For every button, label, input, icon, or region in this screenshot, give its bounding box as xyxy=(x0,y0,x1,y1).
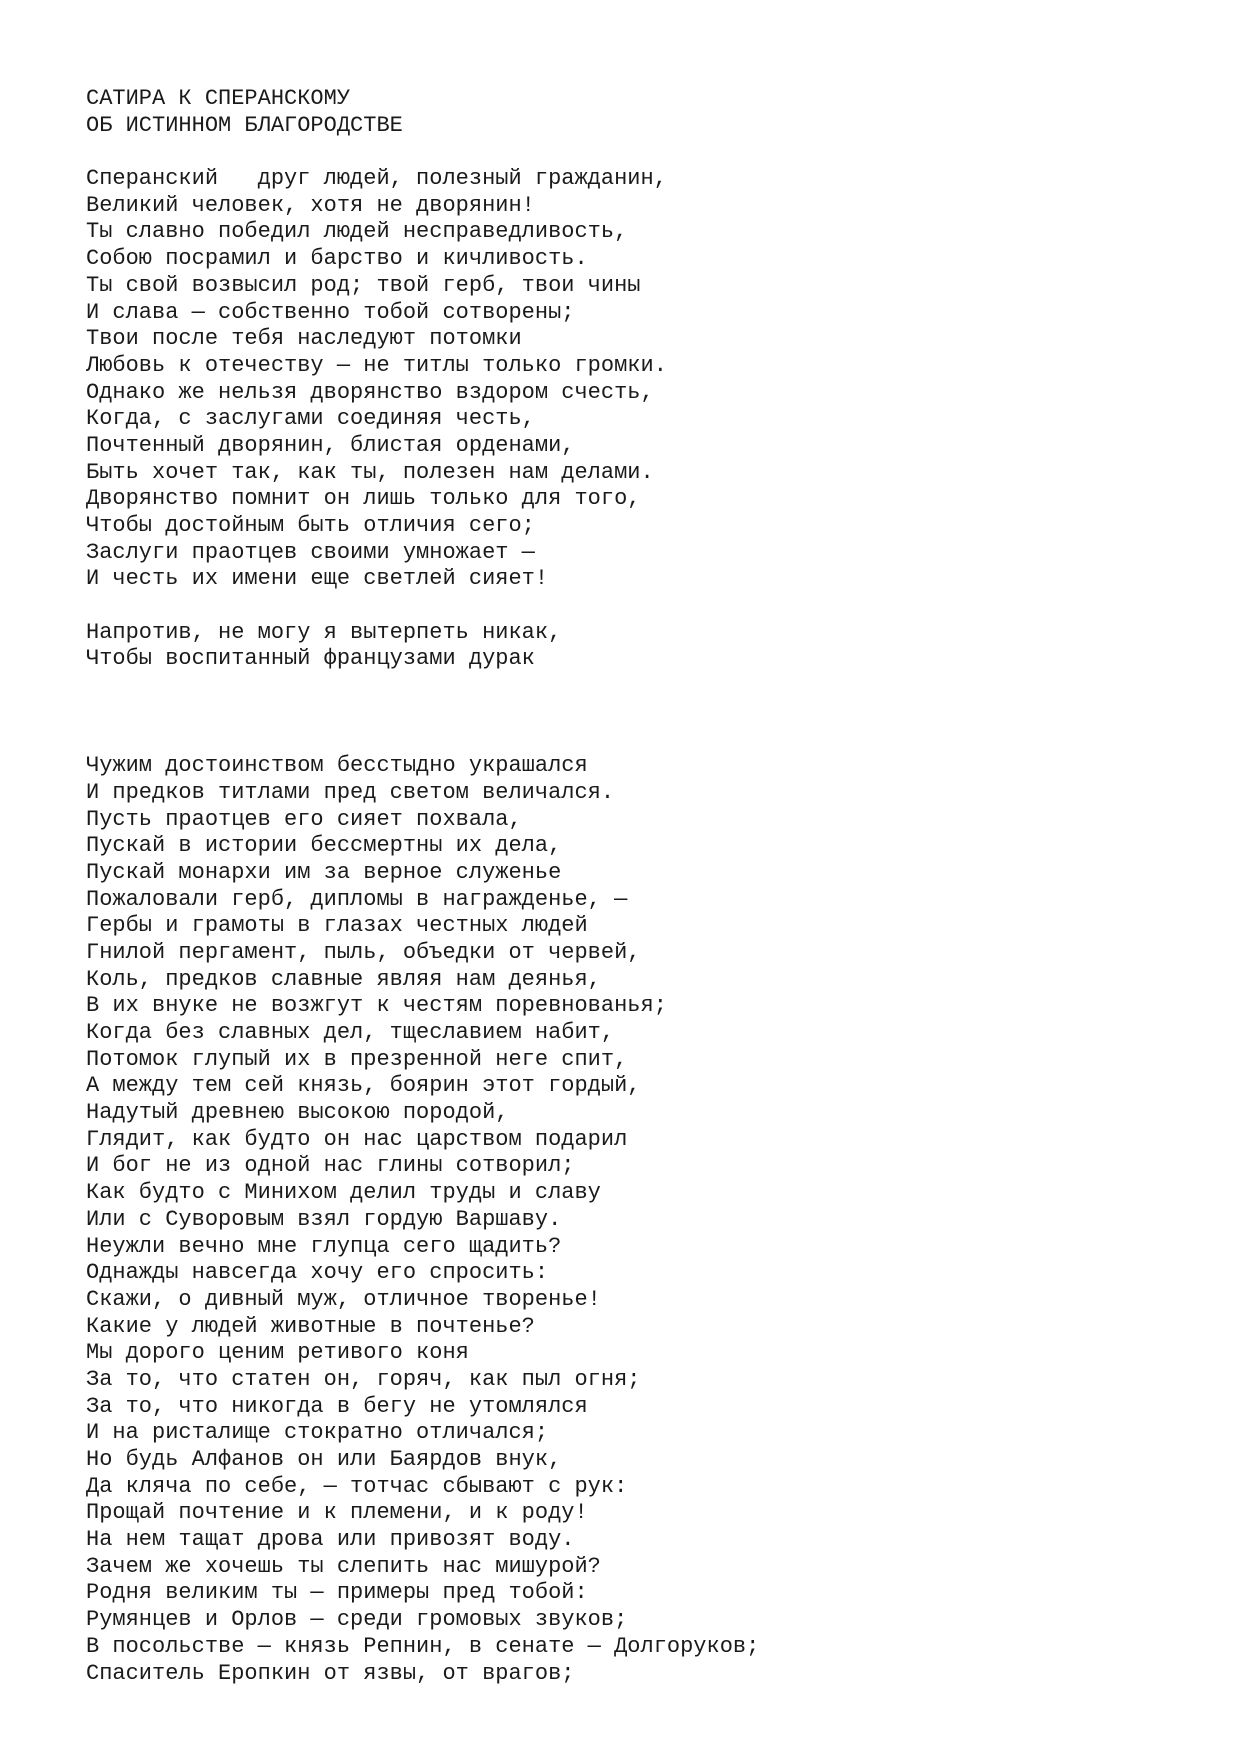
poem-line: Румянцев и Орлов — среди громовых звуков; xyxy=(86,1607,628,1633)
poem-line: Зачем же хочешь ты слепить нас мишурой? xyxy=(86,1553,601,1579)
poem-line: Неужли вечно мне глупца сего щадить? xyxy=(86,1233,562,1259)
poem-line: Собою посрамил и барство и кичливость. xyxy=(86,246,588,272)
stanza-gap xyxy=(86,139,1206,166)
poem-line: А между тем сей князь, боярин этот гордый, xyxy=(86,1073,641,1099)
poem-line: За то, что статен он, горяч, как пыл огня; xyxy=(86,1366,641,1392)
poem-line: Сперанский друг людей, полезный гражданин, xyxy=(86,166,667,192)
poem-line: Гербы и грамоты в глазах честных людей xyxy=(86,913,588,939)
title-line: САТИРА К СПЕРАНСКОМУ xyxy=(86,86,351,111)
poem-line: Однако же нельзя дворянство вздором счесть, xyxy=(86,379,654,405)
poem-line: В их внуке не возжгут к честям поревнованья; xyxy=(86,993,667,1019)
poem-line: И бог не из одной нас глины сотворил; xyxy=(86,1153,575,1179)
poem-line: Гнилой пергамент, пыль, объедки от червей, xyxy=(86,939,641,965)
poem-line: Дворянство помнит он лишь только для того, xyxy=(86,486,641,512)
poem-line: Но будь Алфанов он или Баярдов внук, xyxy=(86,1447,562,1472)
poem-line: Однажды навсегда хочу его спросить: xyxy=(86,1260,549,1286)
poem-line: Пускай монархи им за верное служенье xyxy=(86,859,562,885)
poem-line: Чтобы достойным быть отличия сего; xyxy=(86,513,535,538)
stanza-1 xyxy=(86,166,1206,593)
poem-title xyxy=(86,86,1206,139)
poem-line: Глядит, как будто он нас царством подарил xyxy=(86,1126,628,1152)
poem-line: И слава — собственно тобой сотворены; xyxy=(86,299,575,325)
poem-line: Пожаловали герб, дипломы в награжденье, — xyxy=(86,886,628,912)
poem-line: В посольстве — князь Репнин, в сенате — Долгоруков; xyxy=(86,1633,760,1659)
poem-line: Какие у людей животные в почтенье? xyxy=(86,1313,535,1339)
poem-line: Чтобы воспитанный французами дурак xyxy=(86,646,535,672)
poem-line: Спаситель Еропкин от язвы, от врагов; xyxy=(86,1660,575,1686)
document-page xyxy=(86,86,1206,1687)
stanza-gap xyxy=(86,593,1206,620)
poem-line: Напротив, не могу я вытерпеть никак, xyxy=(86,619,562,645)
poem-line: Надутый древнею высокою породой, xyxy=(86,1100,509,1126)
poem-line: Быть хочет так, как ты, полезен нам делами. xyxy=(86,459,654,485)
poem-line: Коль, предков славные являя нам деянья, xyxy=(86,966,601,992)
stanza-3 xyxy=(86,753,1206,1687)
poem-line: Родня великим ты — примеры пред тобой: xyxy=(86,1580,588,1606)
poem-line: Когда, с заслугами соединяя честь, xyxy=(86,406,535,432)
poem-line: Почтенный дворянин, блистая орденами, xyxy=(86,432,575,458)
page-gap xyxy=(86,673,1206,753)
poem-line: И предков титлами пред светом величался. xyxy=(86,779,615,805)
poem-line: Великий человек, хотя не дворянин! xyxy=(86,192,535,218)
poem-line: Мы дорого ценим ретивого коня xyxy=(86,1340,469,1366)
poem-line: Скажи, о дивный муж, отличное творенье! xyxy=(86,1286,601,1312)
poem-line: За то, что никогда в бегу не утомлялся xyxy=(86,1393,588,1419)
poem-line: Любовь к отечеству — не титлы только громки. xyxy=(86,352,667,378)
poem-line: Да кляча по себе, — тотчас сбывают с рук: xyxy=(86,1473,628,1499)
poem-line: Или с Суворовым взял гордую Варшаву. xyxy=(86,1206,562,1232)
poem-line: Пусть праотцев его сияет похвала, xyxy=(86,806,522,832)
poem-line: Чужим достоинством бесстыдно украшался xyxy=(86,753,588,779)
poem-line: Твои после тебя наследуют потомки xyxy=(86,326,522,352)
title-line: ОБ ИСТИННОМ БЛАГОРОДСТВЕ xyxy=(86,112,403,138)
poem-line: Заслуги праотцев своими умножает — xyxy=(86,539,535,565)
poem-line: Когда без славных дел, тщеславием набит, xyxy=(86,1020,615,1045)
poem-line: И на ристалище стократно отличался; xyxy=(86,1420,549,1446)
poem-line: Ты славно победил людей несправедливость, xyxy=(86,219,628,245)
poem-line: Как будто с Минихом делил труды и славу xyxy=(86,1180,601,1206)
poem-line: Прощай почтение и к племени, и к роду! xyxy=(86,1500,588,1526)
poem-line: Ты свой возвысил род; твой герб, твои чины xyxy=(86,272,641,298)
poem-line: На нем тащат дрова или привозят воду. xyxy=(86,1527,575,1553)
poem-line: Потомок глупый их в презренной неге спит, xyxy=(86,1046,628,1072)
poem-line: И честь их имени еще светлей сияет! xyxy=(86,566,549,592)
stanza-2 xyxy=(86,620,1206,673)
poem-line: Пускай в истории бессмертны их дела, xyxy=(86,833,562,859)
